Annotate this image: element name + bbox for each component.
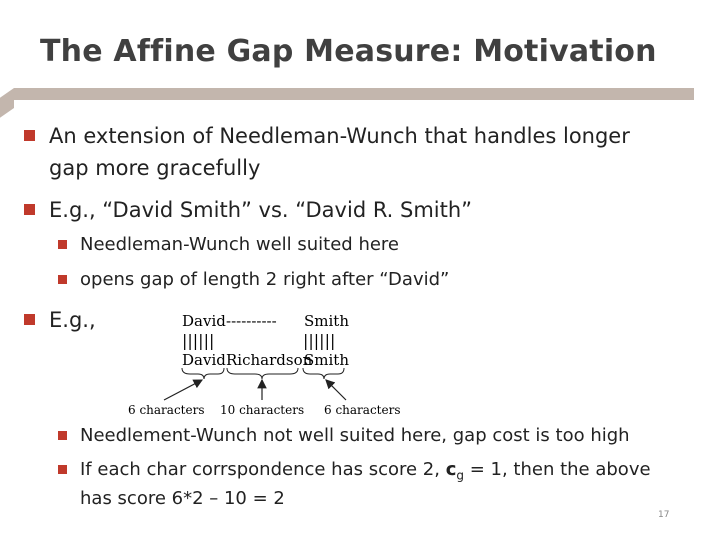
- page-number: 17: [658, 510, 670, 520]
- right-count-label: 6 characters: [324, 403, 401, 417]
- gap-cost-symbol: c: [445, 459, 457, 480]
- sub-bullet-marker-icon: [58, 275, 67, 284]
- bullet-3-sub-2-text: [80, 457, 651, 489]
- sub-bullet-marker-icon: [58, 465, 67, 474]
- alignment-bars-left: ||||||: [182, 331, 215, 350]
- alignment-diagram: [120, 308, 410, 420]
- bullet-marker-icon: [24, 204, 35, 215]
- sub-bullet-marker-icon: [58, 431, 67, 440]
- bullet-3-sub-2-line-2: has score 6*2 – 10 = 2: [80, 488, 285, 509]
- title-bar-notch: [0, 88, 14, 118]
- right-arrow: [326, 380, 346, 400]
- bullet-1-line-1: An extension of Needleman-Wunch that handles longer: [49, 124, 630, 148]
- alignment-bottom-right-word: Smith: [304, 351, 349, 369]
- bullet-3-text: E.g.,: [49, 308, 96, 332]
- alignment-bars-right: ||||||: [303, 331, 336, 350]
- bullet-2-sub-1-text: Needleman-Wunch well suited here: [80, 234, 399, 255]
- bullet-3-sub-2-pre: If each char corrspondence has score 2,: [80, 459, 446, 480]
- bullet-3-sub-1-text: Needlement-Wunch not well suited here, gap cost is too high: [80, 425, 630, 446]
- alignment-bottom-middle-word: Richardson: [226, 351, 313, 369]
- slide-title: The Affine Gap Measure: Motivation: [40, 34, 657, 69]
- middle-count-label: 10 characters: [220, 403, 305, 417]
- alignment-bottom-left-word: David: [182, 351, 226, 369]
- left-brace: [182, 368, 224, 379]
- alignment-top-left-word: David: [182, 312, 226, 330]
- gap-cost-subscript: g: [456, 468, 464, 483]
- bullet-marker-icon: [24, 314, 35, 325]
- left-arrow: [164, 380, 202, 400]
- title-divider-bar: [14, 88, 694, 100]
- sub-bullet-marker-icon: [58, 240, 67, 249]
- bullet-2-text: E.g., “David Smith” vs. “David R. Smith”: [49, 198, 473, 222]
- bullet-2-sub-2-text: opens gap of length 2 right after “David”: [80, 269, 450, 290]
- bullet-1-line-2: gap more gracefully: [49, 156, 261, 180]
- middle-brace: [227, 368, 298, 379]
- bullet-3-sub-2-post: = 1, then the above: [464, 459, 651, 480]
- right-brace: [303, 368, 344, 379]
- alignment-top-gap: ----------: [226, 312, 277, 330]
- alignment-top-right-word: Smith: [304, 312, 349, 330]
- left-count-label: 6 characters: [128, 403, 205, 417]
- bullet-marker-icon: [24, 130, 35, 141]
